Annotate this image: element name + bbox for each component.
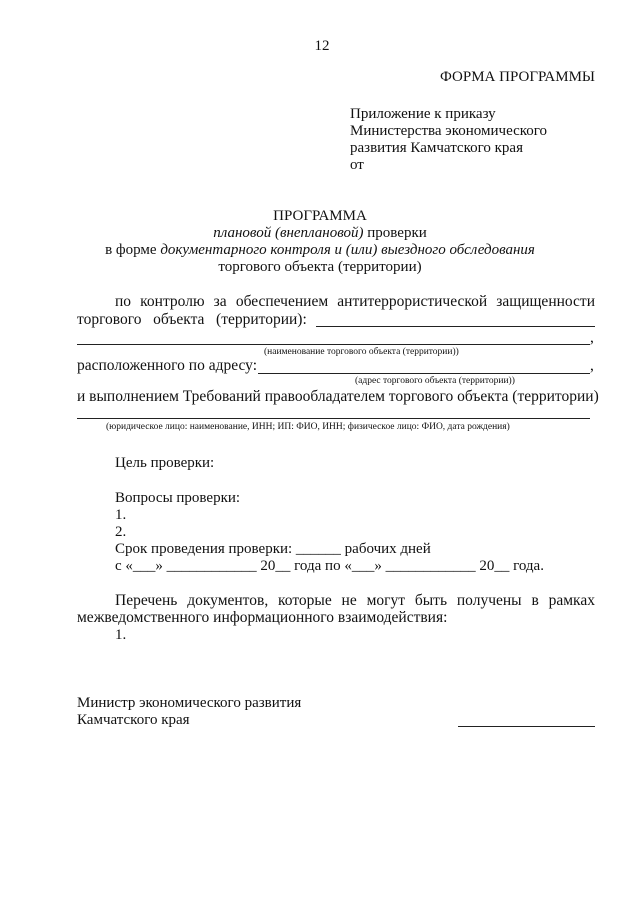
signatory-region: Камчатского края: [77, 712, 190, 728]
program-form-line: [0, 241, 640, 259]
appendix-line: Приложение к приказу: [350, 106, 496, 122]
hint-owner: (юридическое лицо: наименование, ИНН; ИП: ФИО, ИНН; физическое лицо: ФИО, дата рождения): [106, 422, 510, 432]
word: быть: [414, 592, 448, 609]
program-title: ПРОГРАММА: [273, 208, 367, 224]
word: по: [115, 293, 132, 310]
control-paragraph-line1: [115, 293, 595, 311]
program-form-italic: документарного контроля и (или) выездного обследования: [160, 242, 535, 258]
appendix-line: от: [350, 157, 364, 173]
hint-address: (адрес торгового объекта (территории)): [355, 376, 515, 386]
control-paragraph-line2: торгового объекта (территории):: [77, 311, 307, 328]
question-item-2: 2.: [115, 524, 127, 540]
program-subtitle-italic: плановой (внеплановой): [213, 225, 364, 241]
word: в: [531, 592, 539, 609]
check-term: Срок проведения проверки: ______ рабочих дней: [115, 541, 431, 557]
signatory-title: Министр экономического развития: [77, 695, 302, 711]
check-goal: Цель проверки:: [115, 455, 215, 471]
word: рамках: [548, 592, 595, 609]
check-questions: Вопросы проверки:: [115, 490, 241, 506]
word: получены: [456, 592, 522, 609]
owner-blank-line[interactable]: [77, 418, 590, 419]
word: которые: [278, 592, 332, 609]
check-dates: с «___» ____________ 20__ года по «___» ____________ 20__ года.: [115, 558, 544, 574]
comma: ,: [590, 329, 594, 346]
document-item-1: 1.: [115, 627, 127, 643]
program-form-prefix: в форме: [105, 242, 161, 258]
object-name-blank-line[interactable]: [77, 344, 590, 345]
program-subtitle-rest: проверки: [363, 225, 427, 241]
requirements-line: и выполнением Требований правообладателем торгового объекта (территории): [77, 388, 599, 405]
address-label: расположенного по адресу:: [77, 357, 257, 374]
documents-paragraph-line1: [115, 592, 595, 610]
comma: ,: [590, 357, 594, 374]
appendix-line: развития Камчатского края: [350, 140, 523, 156]
word: Перечень: [115, 592, 178, 609]
appendix-line: Министерства экономического: [350, 123, 548, 139]
question-item-1: 1.: [115, 507, 127, 523]
word: не: [341, 592, 357, 609]
address-blank-line[interactable]: [258, 373, 590, 374]
form-title: ФОРМА ПРОГРАММЫ: [440, 69, 596, 85]
object-blank-line[interactable]: [316, 326, 595, 327]
signature-blank-line[interactable]: [458, 726, 595, 727]
word: антитеррористической: [337, 293, 488, 310]
program-subtitle: [0, 224, 640, 242]
page-number: 12: [314, 38, 330, 54]
hint-object-name: (наименование торгового объекта (территории)): [264, 347, 459, 357]
program-object-line: торгового объекта (территории): [218, 259, 422, 275]
word: за: [213, 293, 227, 310]
word: могут: [366, 592, 406, 609]
word: защищенности: [496, 293, 595, 310]
word: документов,: [187, 592, 269, 609]
word: обеспечением: [235, 293, 329, 310]
word: контролю: [140, 293, 205, 310]
documents-paragraph-line2: межведомственного информационного взаимодействия:: [77, 609, 448, 626]
